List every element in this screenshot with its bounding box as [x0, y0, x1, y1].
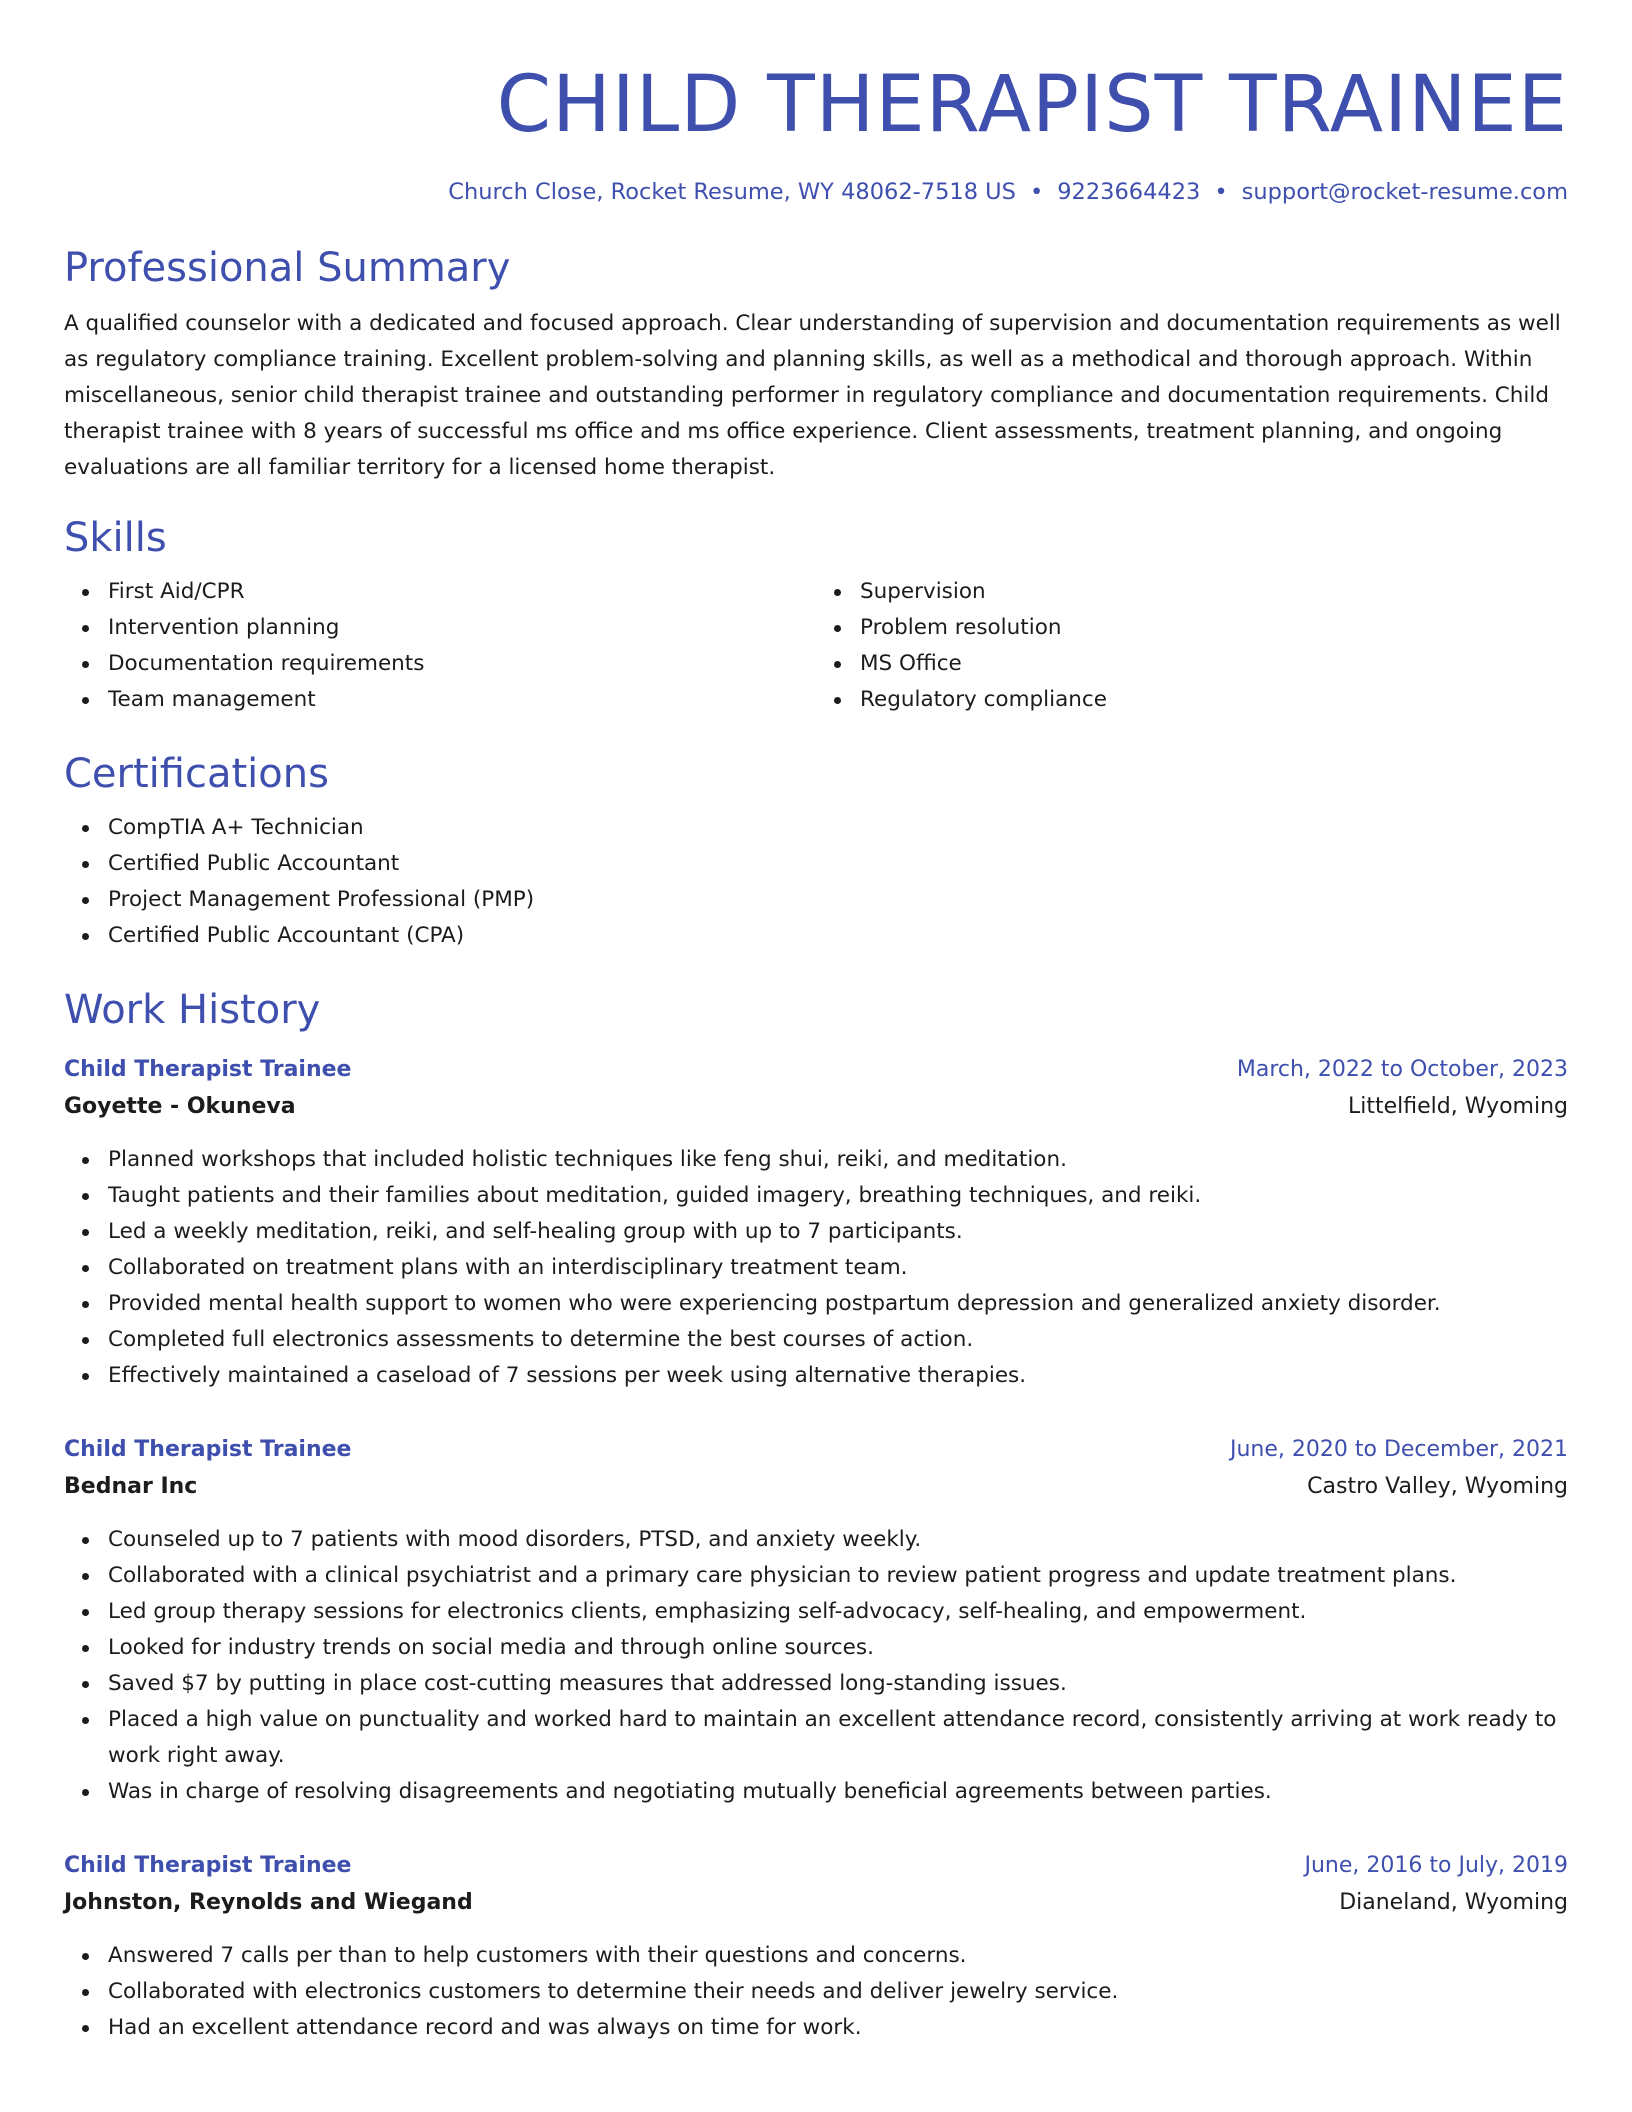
- candidate-name: CHILD THERAPIST TRAINEE: [496, 60, 1568, 150]
- job-title: Child Therapist Trainee: [64, 1853, 352, 1878]
- contact-separator: •: [1214, 179, 1228, 205]
- section-heading-skills: Skills: [64, 515, 167, 561]
- job-dates: June, 2020 to December, 2021: [1229, 1437, 1568, 1462]
- job-bullet: Provided mental health support to women who were experiencing postpartum depression and generalized anxiety disorder.: [108, 1286, 1568, 1322]
- job-location: Littelfield, Wyoming: [1347, 1094, 1568, 1119]
- skill-item: Problem resolution: [860, 610, 1568, 646]
- skills-column-right: [816, 574, 1568, 718]
- job-bullet: Collaborated on treatment plans with an interdisciplinary treatment team.: [108, 1250, 1568, 1286]
- job-dates: March, 2022 to October, 2023: [1236, 1057, 1568, 1082]
- job-bullet: Led a weekly meditation, reiki, and self-healing group with up to 7 participants.: [108, 1214, 1568, 1250]
- certification-item: Project Management Professional (PMP): [108, 882, 1568, 918]
- job-location: Dianeland, Wyoming: [1339, 1890, 1568, 1915]
- job-bullet: Was in charge of resolving disagreements and negotiating mutually beneficial agreements between parties.: [108, 1774, 1568, 1810]
- certification-item: CompTIA A+ Technician: [108, 810, 1568, 846]
- certifications-section: [64, 748, 1568, 954]
- job-entry: [64, 1052, 1568, 1394]
- job-bullet: Saved $7 by putting in place cost-cutting measures that addressed long-standing issues.: [108, 1666, 1568, 1702]
- job-bullet: Answered 7 calls per than to help customers with their questions and concerns.: [108, 1938, 1568, 1974]
- skills-column-left: [64, 574, 816, 718]
- job-bullet: Led group therapy sessions for electronics clients, emphasizing self-advocacy, self-healing, and empowerment.: [108, 1594, 1568, 1630]
- job-bullet: Collaborated with electronics customers to determine their needs and deliver jewelry service.: [108, 1974, 1568, 2010]
- job-bullet: Taught patients and their families about meditation, guided imagery, breathing techniques, and reiki.: [108, 1178, 1568, 1214]
- job-dates: June, 2016 to July, 2019: [1304, 1853, 1568, 1878]
- skill-item: Supervision: [860, 574, 1568, 610]
- job-entry: [64, 1848, 1568, 2046]
- contact-phone: 9223664423: [1057, 179, 1201, 205]
- work-history-section: [64, 984, 1568, 2046]
- contact-separator: •: [1029, 179, 1044, 205]
- job-title: Child Therapist Trainee: [64, 1437, 352, 1462]
- certification-item: Certified Public Accountant (CPA): [108, 918, 1568, 954]
- summary-text: A qualified counselor with a dedicated and focused approach. Clear understanding of supervision and documentation requirements as well as regulatory compliance training. Excellent problem-solving and planning skills, as well as a methodical and thorough approach. Within miscellaneous, senior child therapist trainee and outstanding performer in regulatory compliance and documentation requirements. Child therapist trainee with 8 years of successful ms office and ms office experience. Client assessments, treatment planning, and ongoing evaluations are all familiar territory for a licensed home therapist.: [64, 311, 1561, 480]
- skill-item: First Aid/CPR: [108, 574, 816, 610]
- skill-item: Documentation requirements: [108, 646, 816, 682]
- job-company: Bednar Inc: [64, 1474, 198, 1499]
- job-bullet: Planned workshops that included holistic techniques like feng shui, reiki, and meditation.: [108, 1142, 1568, 1178]
- job-title: Child Therapist Trainee: [64, 1057, 352, 1082]
- job-bullet: Counseled up to 7 patients with mood disorders, PTSD, and anxiety weekly.: [108, 1522, 1568, 1558]
- job-bullet: Looked for industry trends on social media and through online sources.: [108, 1630, 1568, 1666]
- professional-summary-section: [64, 242, 1568, 486]
- job-entry: [64, 1432, 1568, 1810]
- job-bullet: Effectively maintained a caseload of 7 sessions per week using alternative therapies.: [108, 1358, 1568, 1394]
- skill-item: Team management: [108, 682, 816, 718]
- job-bullet: Placed a high value on punctuality and worked hard to maintain an excellent attendance record, consistently arriving at work ready to work right away.: [108, 1702, 1568, 1774]
- contact-email: support@rocket-resume.com: [1241, 179, 1568, 205]
- job-company: Johnston, Reynolds and Wiegand: [64, 1890, 473, 1915]
- skill-item: MS Office: [860, 646, 1568, 682]
- job-location: Castro Valley, Wyoming: [1307, 1474, 1568, 1499]
- job-bullet: Collaborated with a clinical psychiatrist and a primary care physician to review patient progress and update treatment plans.: [108, 1558, 1568, 1594]
- skill-item: Intervention planning: [108, 610, 816, 646]
- contact-line: [64, 176, 1568, 208]
- job-bullet: Completed full electronics assessments to determine the best courses of action.: [108, 1322, 1568, 1358]
- contact-address: Church Close, Rocket Resume, WY 48062-7518 US: [448, 179, 1016, 205]
- skills-section: [64, 512, 1568, 718]
- section-heading-certifications: Certifications: [64, 751, 329, 797]
- job-company: Goyette - Okuneva: [64, 1094, 296, 1119]
- section-heading-work-history: Work History: [64, 987, 321, 1033]
- certification-item: Certified Public Accountant: [108, 846, 1568, 882]
- section-heading-summary: Professional Summary: [64, 245, 511, 291]
- skill-item: Regulatory compliance: [860, 682, 1568, 718]
- job-bullet: Had an excellent attendance record and was always on time for work.: [108, 2010, 1568, 2046]
